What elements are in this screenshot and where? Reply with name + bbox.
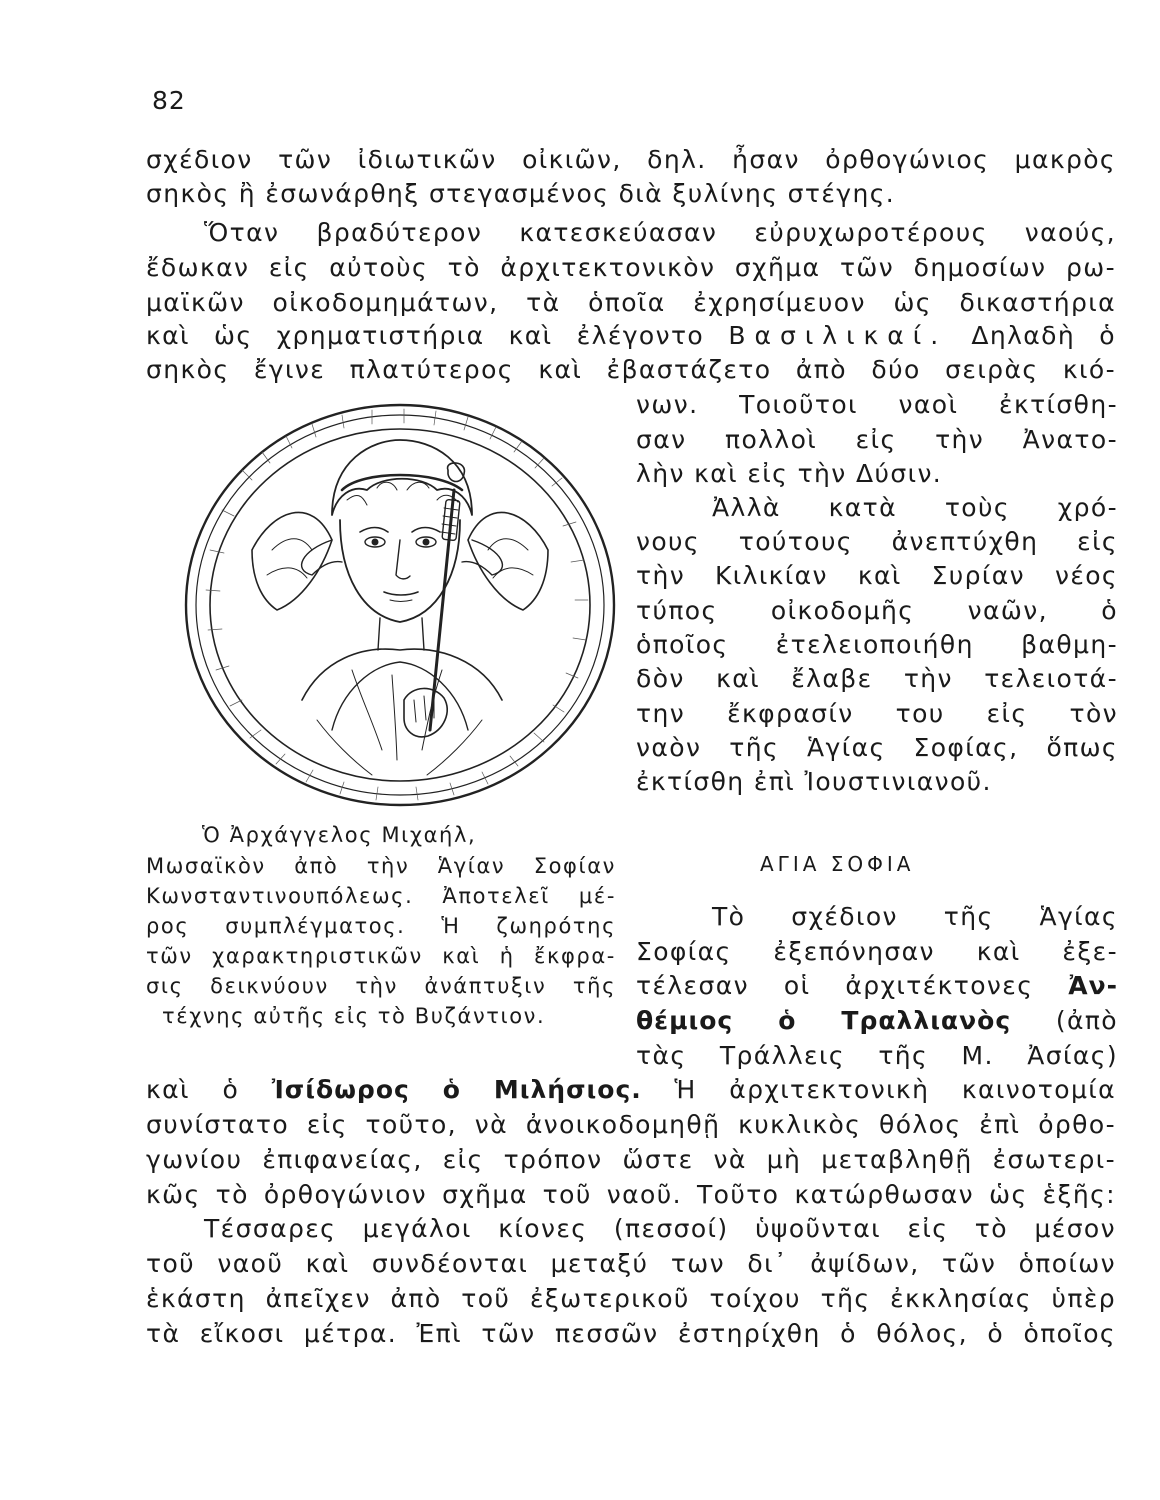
text-line: Τὸ σχέδιον τῆς Ἁγίας bbox=[712, 902, 1118, 931]
text-segment: καὶ ὡς χρηματιστήρια καὶ ἐλέγοντο bbox=[146, 321, 705, 350]
text-line: ὁποῖος ἐτελειοποιήθη βαθμη- bbox=[636, 630, 1118, 659]
bold-name: Ἰσίδωρος ὁ Μιλήσιος. bbox=[271, 1075, 642, 1104]
text-line bbox=[146, 1073, 1116, 1107]
emphasis-word: Βασιλικαί. bbox=[728, 321, 948, 350]
text-line: τύπος οἰκοδομῆς ναῶν, ὁ bbox=[636, 596, 1118, 625]
caption-line: Ὁ Ἀρχάγγελος Μιχαήλ, bbox=[202, 823, 477, 847]
text-line bbox=[146, 319, 1116, 353]
caption-line: Μωσαϊκὸν ἀπὸ τὴν Ἁγίαν Σοφίαν bbox=[146, 854, 616, 878]
caption-line: σις δεικνύουν τὴν ἀνάπτυξιν τῆς bbox=[146, 974, 616, 998]
text-line: Ὅταν βραδύτερον κατεσκεύασαν εὐρυχωροτέρους ναούς, bbox=[204, 218, 1116, 247]
text-segment: τέλεσαν οἱ ἀρχιτέκτονες bbox=[636, 971, 1034, 1000]
text-line: δὸν καὶ ἔλαβε τὴν τελειοτά- bbox=[636, 664, 1118, 693]
text-segment: Δηλαδὴ ὁ bbox=[971, 321, 1117, 350]
text-line: Σοφίας ἐξεπόνησαν καὶ ἐξε- bbox=[636, 937, 1118, 966]
text-segment: Ἡ ἀρχιτεκτονικὴ καινοτομία bbox=[674, 1075, 1116, 1104]
caption-line: ρος συμπλέγματος. Ἡ ζωηρότης bbox=[146, 914, 616, 938]
text-line: ναὸν τῆς Ἁγίας Σοφίας, ὅπως bbox=[636, 733, 1118, 762]
text-line: σηκὸς ἢ ἐσωνάρθηξ στεγασμένος διὰ ξυλίνης στέγης. bbox=[146, 179, 896, 208]
section-heading: ΑΓΙΑ ΣΟΦΙΑ bbox=[760, 852, 915, 876]
text-line: ἑκάστη ἀπεῖχεν ἀπὸ τοῦ ἐξωτερικοῦ τοίχου τῆς ἐκκλησίας ὑπὲρ bbox=[146, 1284, 1116, 1313]
text-line: τὰ εἴκοσι μέτρα. Ἐπὶ τῶν πεσσῶν ἐστηρίχθη ὁ θόλος, ὁ ὁποῖος bbox=[146, 1319, 1116, 1348]
text-line: μαϊκῶν οἰκοδομημάτων, τὰ ὁποῖα ἐχρησίμευον ὡς δικαστήρια bbox=[146, 288, 1116, 317]
text-line: τοῦ ναοῦ καὶ συνδέονται μεταξύ των δι᾽ ἀψίδων, τῶν ὁποίων bbox=[146, 1249, 1116, 1278]
text-segment: (ἀπὸ bbox=[1055, 1006, 1118, 1035]
page-number: 82 bbox=[152, 86, 186, 115]
text-line: λὴν καὶ εἰς τὴν Δύσιν. bbox=[636, 459, 943, 488]
caption-line: τέχνης αὐτῆς εἰς τὸ Βυζάντιον. bbox=[162, 1004, 546, 1028]
text-line: την ἔκφρασίν του εἰς τὸν bbox=[636, 699, 1118, 728]
text-line: τὰς Τράλλεις τῆς Μ. Ἀσίας) bbox=[636, 1041, 1118, 1070]
bold-name: θέμιος ὁ Τραλλιανὸς bbox=[636, 1006, 1012, 1035]
caption-line: τῶν χαρακτηριστικῶν καὶ ἡ ἔκφρα- bbox=[146, 944, 616, 968]
caption-line: Κωνσταντινουπόλεως. Ἀποτελεῖ μέ- bbox=[146, 884, 616, 908]
text-line: Τέσσαρες μεγάλοι κίονες (πεσσοί) ὑψοῦνται εἰς τὸ μέσον bbox=[204, 1214, 1116, 1243]
text-line: γωνίου ἐπιφανείας, εἰς τρόπον ὥστε νὰ μὴ μεταβληθῇ ἐσωτερι- bbox=[146, 1145, 1116, 1174]
text-line: ἐκτίσθη ἐπὶ Ἰουστινιανοῦ. bbox=[636, 767, 992, 796]
text-line: σηκὸς ἔγινε πλατύτερος καὶ ἐβαστάζετο ἀπὸ δύο σειρὰς κιό- bbox=[146, 355, 1116, 384]
bold-name: Ἀν- bbox=[1068, 971, 1118, 1000]
text-line: νων. Τοιοῦτοι ναοὶ ἐκτίσθη- bbox=[636, 390, 1118, 419]
text-line: συνίστατο εἰς τοῦτο, νὰ ἀνοικοδομηθῇ κυκλικὸς θόλος ἐπὶ ὀρθο- bbox=[146, 1110, 1116, 1139]
text-line: νους τούτους ἀνεπτύχθη εἰς bbox=[636, 527, 1118, 556]
archangel-roundel-illustration bbox=[182, 400, 618, 810]
text-line: ἔδωκαν εἰς αὐτοὺς τὸ ἀρχιτεκτονικὸν σχῆμα τῶν δημοσίων ρω- bbox=[146, 253, 1116, 282]
text-line: σχέδιον τῶν ἰδιωτικῶν οἰκιῶν, δηλ. ἦσαν ὀρθογώνιος μακρὸς bbox=[146, 145, 1116, 174]
text-line bbox=[636, 969, 1118, 1003]
text-line: σαν πολλοὶ εἰς τὴν Ἀνατο- bbox=[636, 425, 1118, 454]
text-line: τὴν Κιλικίαν καὶ Συρίαν νέος bbox=[636, 561, 1118, 590]
text-line bbox=[636, 1004, 1118, 1038]
text-line: κῶς τὸ ὀρθογώνιον σχῆμα τοῦ ναοῦ. Τοῦτο κατώρθωσαν ὡς ἑξῆς: bbox=[146, 1180, 1116, 1209]
text-line: Ἀλλὰ κατὰ τοὺς χρό- bbox=[712, 493, 1118, 522]
text-segment: καὶ ὁ bbox=[146, 1075, 240, 1104]
